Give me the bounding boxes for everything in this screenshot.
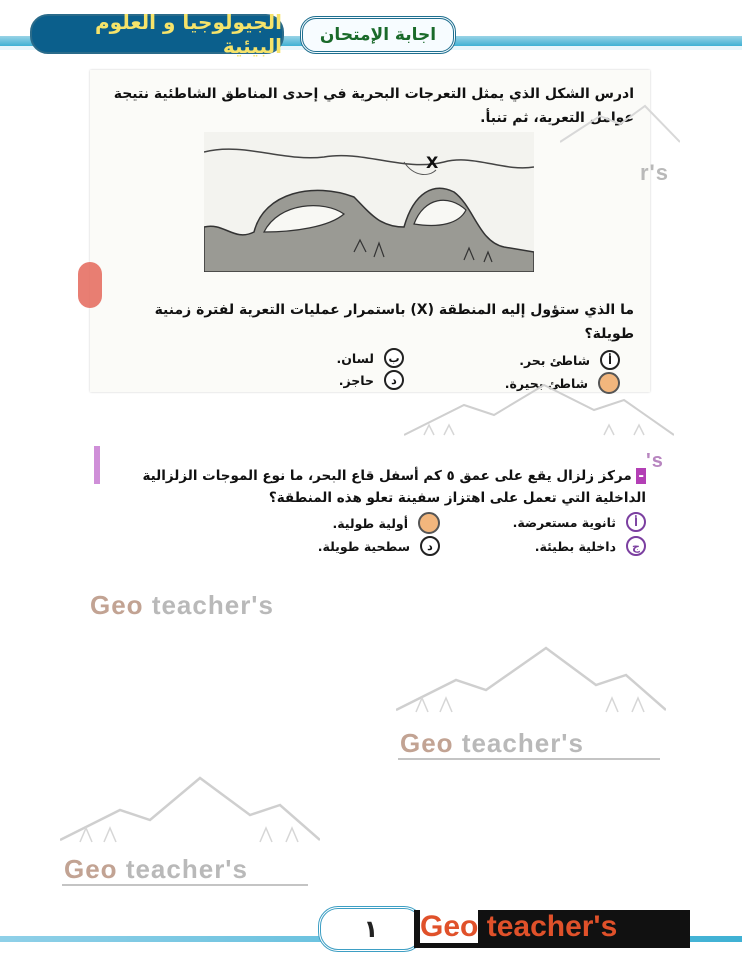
question-card-2 [82,442,660,620]
q1-option-b-bubble[interactable]: ب [384,348,404,368]
x-marker: X [426,153,439,172]
page-number: ١ [318,906,424,952]
watermark-3: Geo teacher's [64,854,248,884]
watermark-top-right: r's [640,160,670,185]
q2-option-c[interactable] [535,536,646,556]
watermark-card2-right: 's [646,450,664,472]
mountain-watermark-1 [404,380,674,440]
watermark-3-line [62,884,308,886]
q2-option-d[interactable] [318,536,440,556]
footer-brand [420,910,617,944]
q2-option-a[interactable] [513,512,646,532]
q2-option-b-label: أولية طولية. [332,515,408,531]
mountain-watermark-3 [60,770,320,850]
q1-text-line1: ادرس الشكل الذي يمثل التعرجات البحرية في إحدى المناطق الشاطئية نتيجة [113,86,634,102]
q2-line1-text: مركز زلزال يقع على عمق ٥ كم أسفل قاع البحر، ما نوع الموجات الزلزالية [142,468,632,484]
q1-question-line1: ما الذي ستؤول إليه المنطقة (X) باستمرار عمليات التعرية لفترة زمنية [154,302,634,318]
answer-badge: اجابة الإمتحان [300,16,456,54]
q1-option-c-label: شاطئ بحيرة. [504,375,588,391]
q2-option-a-label: ثانوية مستعرضة. [512,514,616,530]
footer-brand-geo: Geo [420,910,479,943]
q1-option-d-bubble[interactable]: د [384,370,404,390]
q1-option-b-label: لسان. [336,350,374,366]
q1-option-b[interactable] [336,348,404,368]
q2-option-b-bubble-selected[interactable] [418,512,440,534]
footer-brand-teachers: teacher's [486,910,618,943]
q2-text-line2: الداخلية التي تعمل على اهتزاز سفينة تعلو هذه المنطقة؟ [268,490,646,506]
header-title: الجيولوجيا و العلوم البيئية [30,14,284,54]
q1-text-line2: عوامل التعرية، ثم تنبأ. [480,110,634,126]
finger-edge [78,262,102,308]
q2-option-d-label: سطحية طويلة. [317,538,410,554]
q1-option-d-label: حاجز. [338,372,374,388]
coastline-drawing [204,132,534,272]
q2-option-d-bubble[interactable]: د [420,536,440,556]
q1-option-a-label: شاطئ بحر. [519,352,590,368]
q2-dash: - [638,468,644,484]
q1-option-a-bubble[interactable]: أ [600,350,620,370]
watermark-card2: Geo teacher's [90,590,274,620]
q1-question-line2: طويلة؟ [584,326,634,342]
mountain-watermark-top [560,104,680,144]
watermark-2-line [398,758,660,760]
q2-option-a-bubble[interactable]: أ [626,512,646,532]
mountain-watermark-2 [396,640,666,720]
watermark-2: Geo teacher's [400,728,584,758]
q2-option-c-label: داخلية بطيئة. [534,538,616,554]
purple-side-mark [94,446,100,484]
q1-option-a[interactable] [519,350,620,370]
q1-option-d[interactable] [339,370,404,390]
q2-text-line1 [106,464,646,488]
q2-option-b[interactable] [332,512,440,534]
q2-option-c-bubble[interactable]: ج [626,536,646,556]
